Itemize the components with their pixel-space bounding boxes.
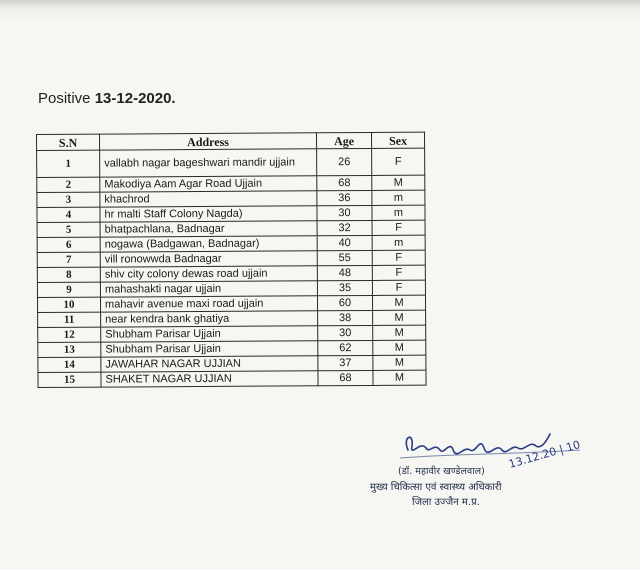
row-address-cell: Shubham Parisar Ujjain — [101, 326, 318, 342]
row-address-cell: mahavir avenue maxi road ujjain — [100, 296, 317, 312]
row-sex-cell: M — [373, 310, 426, 325]
row-sn-cell: 13 — [38, 342, 101, 357]
row-age-cell: 38 — [318, 310, 373, 325]
table-row — [38, 370, 426, 387]
row-sex-cell: M — [373, 340, 426, 355]
row-sn-cell: 8 — [37, 267, 100, 282]
row-sex-cell: m — [372, 190, 425, 205]
stamp-designation: मुख्य चिकित्सा एवं स्वास्थ्य अधिकारी — [370, 482, 502, 493]
row-address-cell: nogawa (Badgawan, Badnagar) — [100, 236, 317, 252]
heading-date: 13-12-2020. — [94, 90, 176, 107]
row-address-cell: khachrod — [100, 191, 317, 207]
positive-cases-table — [36, 132, 427, 388]
row-sn-cell: 5 — [37, 222, 100, 237]
row-sn-cell: 9 — [37, 282, 100, 297]
row-sex-cell: M — [372, 175, 425, 190]
row-age-cell: 32 — [317, 220, 372, 235]
row-sex-cell: F — [372, 148, 425, 175]
row-sn-cell: 15 — [38, 372, 101, 387]
row-age-cell: 30 — [318, 325, 373, 340]
row-sn-cell: 11 — [38, 312, 101, 327]
row-age-cell: 68 — [318, 370, 373, 385]
row-sn-cell: 7 — [37, 252, 100, 267]
row-sex-cell: F — [372, 250, 425, 265]
row-address-cell: near kendra bank ghatiya — [101, 311, 318, 327]
heading-label: Positive — [38, 90, 95, 107]
row-address-cell: shiv city colony dewas road ujjain — [100, 266, 317, 282]
row-address-cell: vallabh nagar bageshwari mandir ujjain — [100, 149, 317, 177]
row-age-cell: 35 — [317, 280, 372, 295]
row-address-cell: Shubham Parisar Ujjain — [101, 341, 318, 357]
row-address-cell: JAWAHAR NAGAR UJJIAN — [101, 356, 318, 372]
row-sn-cell: 12 — [38, 327, 101, 342]
row-sex-cell: F — [372, 220, 425, 235]
row-address-cell: vill ronowwda Badnagar — [100, 251, 317, 267]
row-sn-cell: 6 — [37, 237, 100, 252]
row-sn-cell: 4 — [37, 207, 100, 222]
row-age-cell: 37 — [318, 355, 373, 370]
row-sn-cell: 1 — [37, 150, 100, 177]
page-heading — [38, 90, 176, 107]
row-sex-cell: F — [372, 280, 425, 295]
row-address-cell: Makodiya Aam Agar Road Ujjain — [100, 176, 317, 192]
row-age-cell: 62 — [318, 340, 373, 355]
row-age-cell: 48 — [317, 265, 372, 280]
table-row — [37, 148, 425, 177]
column-header-sn: S.N — [37, 134, 100, 150]
row-age-cell: 60 — [317, 295, 372, 310]
row-age-cell: 36 — [317, 190, 372, 205]
row-sex-cell: m — [372, 205, 425, 220]
row-sex-cell: M — [373, 325, 426, 340]
stamp-district: जिला उज्जैन म.प्र. — [412, 497, 480, 508]
column-header-sex: Sex — [371, 132, 424, 148]
row-age-cell: 68 — [317, 175, 372, 190]
row-age-cell: 30 — [317, 205, 372, 220]
row-sn-cell: 14 — [38, 357, 101, 372]
handwritten-date: 13.12.20 | 10 — [507, 438, 582, 471]
column-header-age: Age — [316, 132, 371, 148]
row-sn-cell: 2 — [37, 177, 100, 192]
row-age-cell: 26 — [317, 148, 372, 175]
row-address-cell: SHAKET NAGAR UJJIAN — [101, 371, 318, 387]
row-sex-cell: F — [372, 265, 425, 280]
row-sn-cell: 3 — [37, 192, 100, 207]
row-age-cell: 40 — [317, 235, 372, 250]
row-address-cell: bhatpachlana, Badnagar — [100, 221, 317, 237]
row-sn-cell: 10 — [37, 297, 100, 312]
signature-block — [370, 428, 630, 538]
row-address-cell: hr malti Staff Colony Nagda) — [100, 206, 317, 222]
row-sex-cell: M — [373, 355, 426, 370]
column-header-address: Address — [100, 133, 317, 150]
stamp-name: (डॉ. महावीर खण्डेलवाल) — [398, 466, 485, 477]
row-sex-cell: m — [372, 235, 425, 250]
row-sex-cell: M — [372, 295, 425, 310]
row-sex-cell: M — [373, 370, 426, 385]
row-address-cell: mahashakti nagar ujjain — [100, 281, 317, 297]
row-age-cell: 55 — [317, 250, 372, 265]
